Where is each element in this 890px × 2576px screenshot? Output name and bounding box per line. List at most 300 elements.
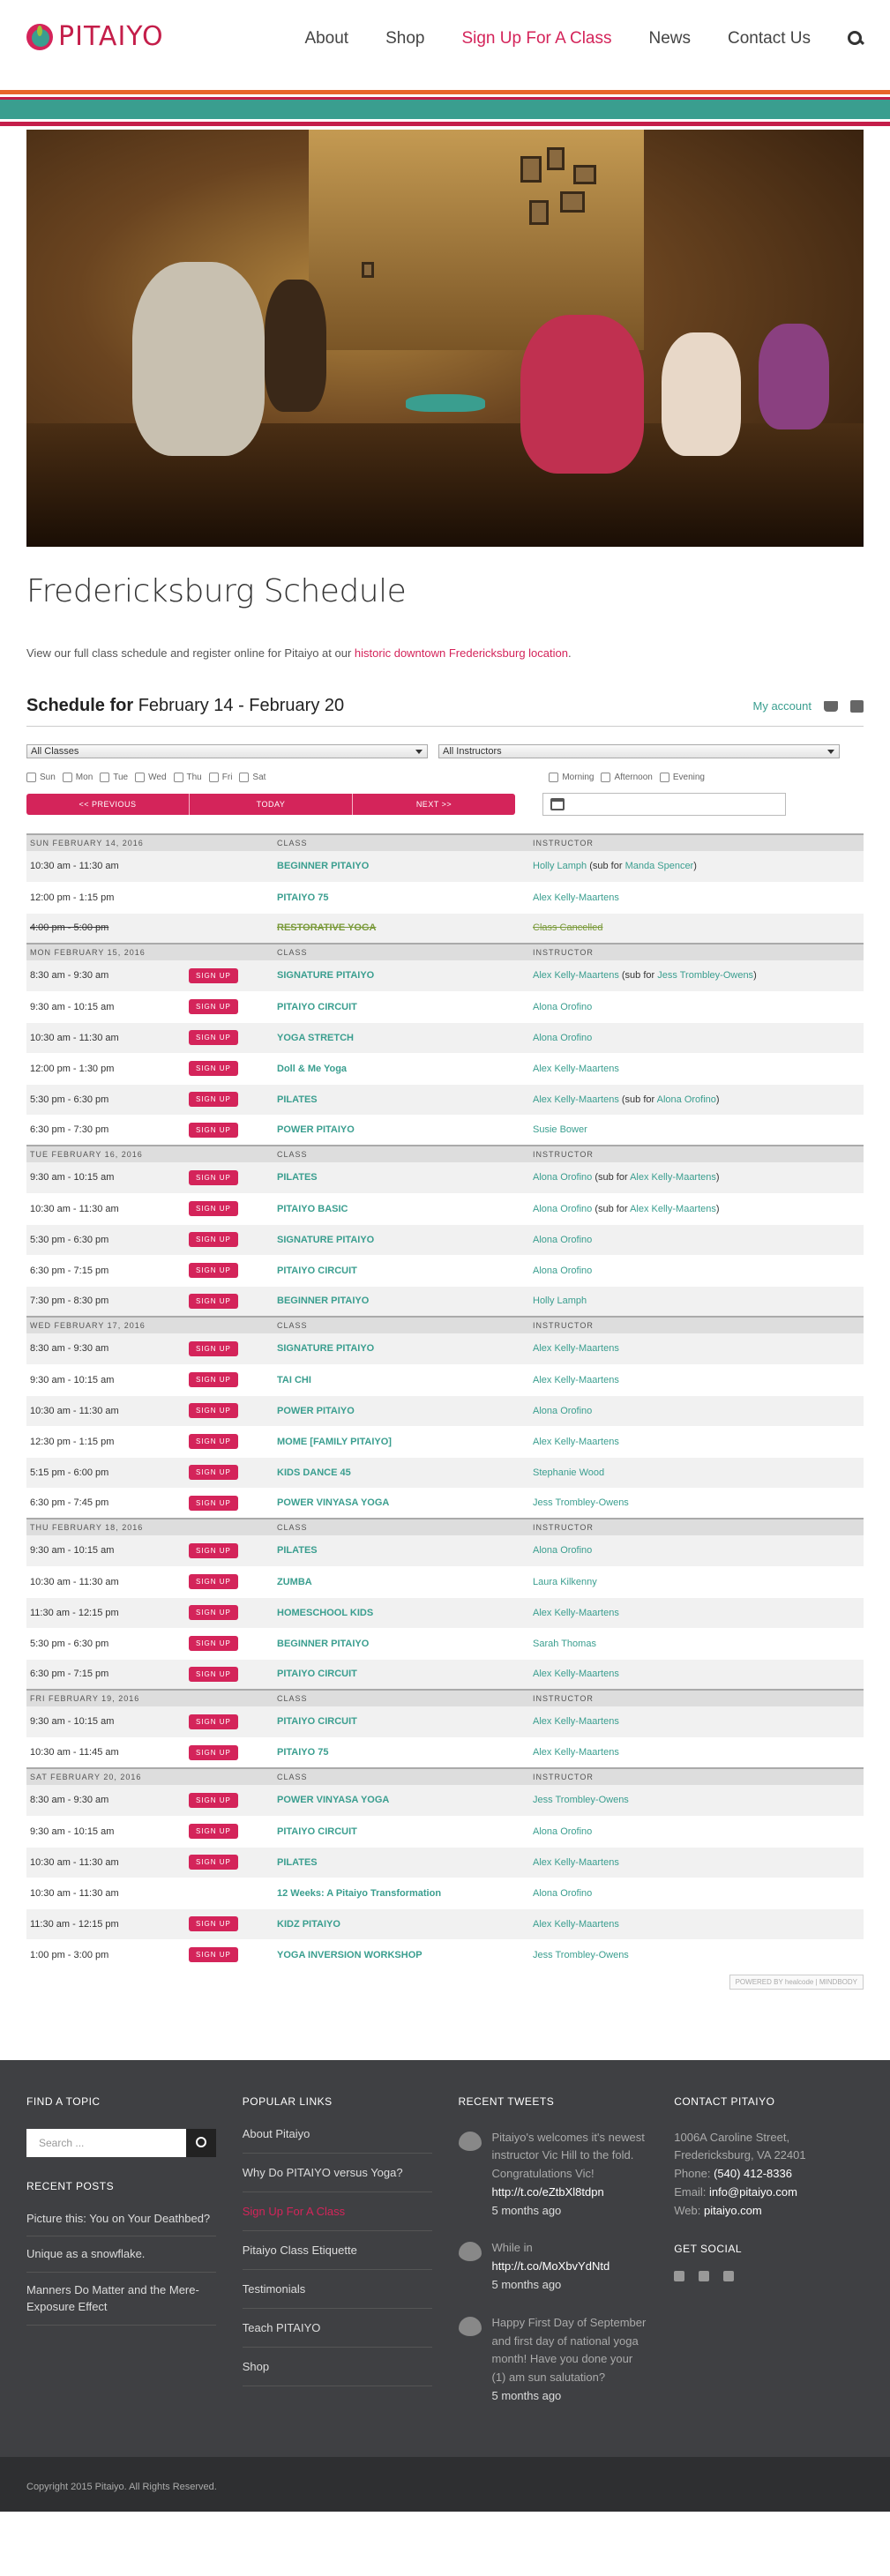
class-name-link[interactable]: RESTORATIVE YOGA xyxy=(273,913,529,944)
schedule-row xyxy=(26,913,864,944)
signup-cell xyxy=(185,1628,273,1659)
substitute-link[interactable]: Alex Kelly-Maartens xyxy=(630,1172,716,1183)
class-name-link[interactable]: SIGNATURE PITAIYO xyxy=(273,1224,529,1255)
class-name-link[interactable]: BEGINNER PITAIYO xyxy=(273,1628,529,1659)
instructor-link[interactable]: Alex Kelly-Maartens xyxy=(533,1669,619,1680)
signup-cell xyxy=(185,1115,273,1146)
social-links xyxy=(674,2271,864,2281)
signup-cell xyxy=(185,1706,273,1737)
instructor-link[interactable]: Alona Orofino xyxy=(533,1234,593,1245)
instructor-link[interactable]: Jess Trombley-Owens xyxy=(533,1795,629,1806)
class-column-header: CLASS xyxy=(273,1768,529,1785)
checkbox[interactable] xyxy=(26,773,36,782)
instructor-link[interactable]: Alex Kelly-Maartens xyxy=(533,1716,619,1728)
instructor-column-header: INSTRUCTOR xyxy=(529,1690,864,1706)
class-name-link[interactable]: MOME [FAMILY PITAIYO] xyxy=(273,1426,529,1457)
instructor-link[interactable]: Alex Kelly-Maartens xyxy=(533,1436,619,1447)
class-name-link[interactable]: PILATES xyxy=(273,1162,529,1193)
instructor-link[interactable]: Jess Trombley-Owens xyxy=(533,1497,629,1509)
sign-up-button[interactable]: SIGN UP xyxy=(189,1574,238,1589)
checkbox-label: Afternoon xyxy=(614,773,653,782)
sign-up-button[interactable]: SIGN UP xyxy=(189,1605,238,1620)
signup-cell xyxy=(185,1939,273,1970)
schedule-row xyxy=(26,1597,864,1628)
signup-cell xyxy=(185,1193,273,1224)
instructor-cell xyxy=(529,1333,864,1364)
class-name-link[interactable]: 12 Weeks: A Pitaiyo Transformation xyxy=(273,1878,529,1908)
find-topic-heading: FIND A TOPIC xyxy=(26,2094,101,2108)
instructor-link[interactable]: Alex Kelly-Maartens xyxy=(533,1343,619,1355)
main-nav xyxy=(304,0,864,78)
signup-cell xyxy=(185,1053,273,1084)
checkbox[interactable] xyxy=(239,773,249,782)
sub-for-label: (sub for xyxy=(595,1203,628,1214)
day-label: THU FEBRUARY 18, 2016 xyxy=(26,1519,273,1535)
sign-up-button[interactable]: SIGN UP xyxy=(189,1793,238,1808)
schedule-header xyxy=(26,695,864,727)
print-icon[interactable] xyxy=(850,700,864,713)
sign-up-button[interactable]: SIGN UP xyxy=(189,1636,238,1651)
sign-up-button[interactable]: SIGN UP xyxy=(189,1496,238,1511)
schedule-table xyxy=(26,833,864,1971)
sign-up-button[interactable]: SIGN UP xyxy=(189,1294,238,1309)
instructor-cell xyxy=(529,1395,864,1426)
intro-end: . xyxy=(567,646,572,660)
class-time: 10:30 am - 11:30 am xyxy=(26,1193,185,1224)
class-time: 10:30 am - 11:30 am xyxy=(26,1878,185,1908)
class-column-header: CLASS xyxy=(273,944,529,960)
instructor-cell xyxy=(529,1659,864,1690)
sign-up-button[interactable]: SIGN UP xyxy=(189,1855,238,1870)
class-column-header: CLASS xyxy=(273,1690,529,1706)
instructor-link[interactable]: Holly Lamph xyxy=(533,861,587,872)
sub-note xyxy=(619,970,757,981)
instructor-link[interactable]: Laura Kilkenny xyxy=(533,1576,597,1587)
popular-link[interactable]: Teach PITAIYO xyxy=(243,2309,432,2348)
signup-cell xyxy=(185,1022,273,1053)
class-time: 10:30 am - 11:30 am xyxy=(26,1022,185,1053)
powered-by-badge xyxy=(26,1975,864,1990)
sign-up-button[interactable]: SIGN UP xyxy=(189,1543,238,1558)
site-footer xyxy=(0,2060,890,2512)
recent-posts-heading: RECENT POSTS xyxy=(26,2179,115,2192)
class-name-link[interactable]: PITAIYO CIRCUIT xyxy=(273,991,529,1022)
class-time: 9:30 am - 10:15 am xyxy=(26,1706,185,1737)
class-name-link[interactable]: SIGNATURE PITAIYO xyxy=(273,960,529,991)
instructor-link[interactable]: Jess Trombley-Owens xyxy=(533,1949,629,1960)
checkbox[interactable] xyxy=(549,773,558,782)
class-name-link[interactable]: Doll & Me Yoga xyxy=(273,1053,529,1084)
class-name-link[interactable]: BEGINNER PITAIYO xyxy=(273,1286,529,1317)
instructor-link[interactable]: Alex Kelly-Maartens xyxy=(533,1063,619,1074)
class-time: 9:30 am - 10:15 am xyxy=(26,991,185,1022)
signup-cell xyxy=(185,1255,273,1286)
instructor-cell xyxy=(529,1224,864,1255)
class-name-link[interactable]: PILATES xyxy=(273,1535,529,1566)
instructor-link[interactable]: Alona Orofino xyxy=(533,1887,593,1899)
sub-for-label: (sub for xyxy=(595,1172,628,1183)
sign-up-button[interactable]: SIGN UP xyxy=(189,1123,238,1138)
schedule-row xyxy=(26,1939,864,1970)
recent-post-link[interactable]: Manners Do Matter and the Mere-Exposure Effect xyxy=(26,2273,216,2326)
class-name-link[interactable]: TAI CHI xyxy=(273,1364,529,1395)
sign-up-button[interactable]: SIGN UP xyxy=(189,1714,238,1729)
location-link[interactable]: historic downtown Fredericksburg location xyxy=(354,646,568,660)
day-checkbox-wed[interactable] xyxy=(135,773,166,782)
signup-cell xyxy=(185,1084,273,1115)
instructor-link[interactable]: Alex Kelly-Maartens xyxy=(533,1374,619,1385)
popular-link[interactable]: Pitaiyo Class Etiquette xyxy=(243,2231,432,2270)
sub-note xyxy=(619,1094,720,1105)
recent-tweets-heading: RECENT TWEETS xyxy=(458,2094,555,2108)
instructor-link[interactable]: Class Cancelled xyxy=(533,922,603,934)
checkbox[interactable] xyxy=(601,773,610,782)
instructor-link[interactable]: Alona Orofino xyxy=(533,1826,593,1837)
instructor-link[interactable]: Sarah Thomas xyxy=(533,1638,596,1649)
popular-link[interactable]: Sign Up For A Class xyxy=(243,2192,432,2231)
instructor-cell xyxy=(529,960,864,991)
class-time: 9:30 am - 10:15 am xyxy=(26,1364,185,1395)
logo-mark-icon xyxy=(26,24,53,50)
facebook-icon[interactable] xyxy=(674,2271,684,2281)
checkbox-label: Evening xyxy=(672,773,705,782)
tweet-link[interactable]: http://t.co/eZtbXl8tdpn xyxy=(491,2184,604,2199)
class-time: 7:30 pm - 8:30 pm xyxy=(26,1286,185,1317)
twitter-icon xyxy=(459,2317,482,2336)
schedule-row xyxy=(26,991,864,1022)
checkbox-label: Wed xyxy=(148,773,167,782)
sign-up-button[interactable]: SIGN UP xyxy=(189,1030,238,1045)
next-button[interactable]: NEXT >> xyxy=(353,794,515,815)
class-name-link[interactable]: KIDZ PITAIYO xyxy=(273,1908,529,1939)
class-name-link[interactable]: ZUMBA xyxy=(273,1566,529,1597)
class-time: 11:30 am - 12:15 pm xyxy=(26,1597,185,1628)
tweet-item xyxy=(459,2314,648,2406)
my-account-link[interactable]: My account xyxy=(752,699,811,713)
class-time: 12:00 pm - 1:15 pm xyxy=(26,882,185,913)
checkbox-label: Tue xyxy=(113,773,129,782)
signup-cell xyxy=(185,1737,273,1768)
class-name-link[interactable]: PILATES xyxy=(273,1084,529,1115)
schedule-row xyxy=(26,1566,864,1597)
instructor-cell xyxy=(529,1255,864,1286)
recent-post-link[interactable]: Picture this: You on Your Deathbed? xyxy=(26,2201,216,2237)
class-time: 8:30 am - 9:30 am xyxy=(26,960,185,991)
instructor-cell xyxy=(529,1162,864,1193)
class-name-link[interactable]: PITAIYO 75 xyxy=(273,882,529,913)
instructor-column-header: INSTRUCTOR xyxy=(529,1519,864,1535)
instructor-link[interactable]: Alex Kelly-Maartens xyxy=(533,1856,619,1868)
instructor-link[interactable]: Alona Orofino xyxy=(533,1545,593,1557)
contact-info xyxy=(674,2129,864,2221)
sign-up-button[interactable]: SIGN UP xyxy=(189,1434,238,1449)
social-heading: GET SOCIAL xyxy=(674,2243,743,2256)
sign-up-button[interactable]: SIGN UP xyxy=(189,1947,238,1962)
class-time: 5:15 pm - 6:00 pm xyxy=(26,1457,185,1488)
sign-up-button[interactable]: SIGN UP xyxy=(189,1745,238,1760)
class-name-link[interactable]: POWER VINYASA YOGA xyxy=(273,1488,529,1519)
class-name-link[interactable]: PITAIYO BASIC xyxy=(273,1193,529,1224)
instructor-link[interactable]: Susie Bower xyxy=(533,1124,587,1136)
checkbox[interactable] xyxy=(660,773,669,782)
day-label: FRI FEBRUARY 19, 2016 xyxy=(26,1690,273,1706)
class-column-header: CLASS xyxy=(273,1519,529,1535)
instructor-cell xyxy=(529,1053,864,1084)
class-name-link[interactable]: KIDS DANCE 45 xyxy=(273,1457,529,1488)
instructor-cell xyxy=(529,1878,864,1908)
class-name-link[interactable]: POWER VINYASA YOGA xyxy=(273,1785,529,1816)
footer-col-tweets xyxy=(459,2095,648,2425)
instructor-link[interactable]: Alex Kelly-Maartens xyxy=(533,1607,619,1618)
day-checkbox-fri[interactable] xyxy=(209,773,233,782)
instructor-cell xyxy=(529,851,864,882)
instructor-cell xyxy=(529,1022,864,1053)
instructor-link[interactable]: Alona Orofino xyxy=(533,1001,593,1012)
sign-up-button[interactable]: SIGN UP xyxy=(189,1232,238,1247)
instructor-link[interactable]: Alex Kelly-Maartens xyxy=(533,892,619,903)
checkbox-label: Morning xyxy=(562,773,595,782)
schedule-row xyxy=(26,1659,864,1690)
nav-contact[interactable]: Contact Us xyxy=(728,29,811,48)
instructor-cell xyxy=(529,1628,864,1659)
signup-cell xyxy=(185,1333,273,1364)
footer-search-input[interactable]: Search ... xyxy=(26,2129,186,2157)
class-time: 9:30 am - 10:15 am xyxy=(26,1816,185,1847)
sign-up-button[interactable]: SIGN UP xyxy=(189,1465,238,1480)
schedule-row xyxy=(26,882,864,913)
signup-cell xyxy=(185,1847,273,1878)
checkbox[interactable] xyxy=(100,773,109,782)
footer-search xyxy=(26,2129,216,2157)
sign-up-button[interactable]: SIGN UP xyxy=(189,1403,238,1418)
schedule-row xyxy=(26,1084,864,1115)
class-time: 6:30 pm - 7:15 pm xyxy=(26,1659,185,1690)
class-column-header: CLASS xyxy=(273,834,529,851)
color-stripes xyxy=(0,78,890,130)
instructor-cell xyxy=(529,1457,864,1488)
class-name-link[interactable]: PITAIYO 75 xyxy=(273,1737,529,1768)
sign-up-button[interactable]: SIGN UP xyxy=(189,1170,238,1185)
sign-up-button[interactable]: SIGN UP xyxy=(189,1092,238,1107)
nav-news[interactable]: News xyxy=(648,29,692,48)
day-checkbox-mon[interactable] xyxy=(63,773,93,782)
class-name-link[interactable]: PILATES xyxy=(273,1847,529,1878)
day-header-row xyxy=(26,834,864,851)
day-header-row xyxy=(26,1317,864,1333)
day-label: TUE FEBRUARY 16, 2016 xyxy=(26,1146,273,1162)
schedule-row xyxy=(26,1737,864,1768)
instructor-link[interactable]: Alex Kelly-Maartens xyxy=(533,1747,619,1758)
popular-link[interactable]: Shop xyxy=(243,2348,432,2386)
class-time: 11:30 am - 12:15 pm xyxy=(26,1908,185,1939)
class-name-link[interactable]: YOGA STRETCH xyxy=(273,1022,529,1053)
schedule-row xyxy=(26,1364,864,1395)
email-label: Email: xyxy=(674,2184,707,2199)
sign-up-button[interactable]: SIGN UP xyxy=(189,1263,238,1278)
signup-cell xyxy=(185,882,273,913)
checkbox[interactable] xyxy=(174,773,183,782)
twitter-icon[interactable] xyxy=(699,2271,709,2281)
schedule-row xyxy=(26,1286,864,1317)
nav-about[interactable]: About xyxy=(304,29,349,48)
email-link[interactable]: info@pitaiyo.com xyxy=(709,2184,797,2199)
checkbox[interactable] xyxy=(135,773,145,782)
checkbox[interactable] xyxy=(63,773,72,782)
instructor-cell xyxy=(529,991,864,1022)
instructor-cell xyxy=(529,1908,864,1939)
date-picker-input[interactable] xyxy=(542,793,786,816)
instructor-cell xyxy=(529,1115,864,1146)
signup-cell xyxy=(185,1659,273,1690)
instructor-link[interactable]: Stephanie Wood xyxy=(533,1467,605,1478)
class-name-link[interactable]: POWER PITAIYO xyxy=(273,1395,529,1426)
day-checkbox-sun[interactable] xyxy=(26,773,56,782)
schedule-row xyxy=(26,1333,864,1364)
popular-link[interactable]: About Pitaiyo xyxy=(243,2115,432,2154)
popular-link[interactable]: Why Do PITAIYO versus Yoga? xyxy=(243,2154,432,2192)
class-name-link[interactable]: POWER PITAIYO xyxy=(273,1115,529,1146)
class-name-link[interactable]: HOMESCHOOL KIDS xyxy=(273,1597,529,1628)
class-time: 4:00 pm - 5:00 pm xyxy=(26,913,185,944)
sign-up-button[interactable]: SIGN UP xyxy=(189,1667,238,1682)
sign-up-button[interactable]: SIGN UP xyxy=(189,1341,238,1356)
day-header-row xyxy=(26,1768,864,1785)
class-time: 10:30 am - 11:45 am xyxy=(26,1737,185,1768)
substitute-link[interactable]: Manda Spencer xyxy=(624,861,694,872)
class-name-link[interactable]: PITAIYO CIRCUIT xyxy=(273,1659,529,1690)
class-name-link[interactable]: PITAIYO CIRCUIT xyxy=(273,1255,529,1286)
time-checkbox-evening[interactable] xyxy=(660,773,705,782)
schedule-row xyxy=(26,1426,864,1457)
day-header-row xyxy=(26,1519,864,1535)
phone-value[interactable]: (540) 412-8336 xyxy=(714,2167,792,2181)
footer-col-popular xyxy=(243,2095,432,2425)
sign-up-button[interactable]: SIGN UP xyxy=(189,999,238,1014)
filter-checkboxes xyxy=(26,773,864,782)
class-time: 12:00 pm - 1:30 pm xyxy=(26,1053,185,1084)
instructor-cell xyxy=(529,1193,864,1224)
class-time: 8:30 am - 9:30 am xyxy=(26,1785,185,1816)
instructor-filter-select[interactable]: All Instructors xyxy=(438,744,840,758)
schedule-label: Schedule for xyxy=(26,696,134,715)
class-time: 9:30 am - 10:15 am xyxy=(26,1535,185,1566)
class-name-link[interactable]: YOGA INVERSION WORKSHOP xyxy=(273,1939,529,1970)
signup-cell xyxy=(185,1426,273,1457)
instructor-link[interactable]: Alona Orofino xyxy=(533,1405,593,1416)
intro-sentence: View our full class schedule and register online for Pitaiyo at our xyxy=(26,646,352,660)
youtube-icon[interactable] xyxy=(723,2271,734,2281)
web-label: Web: xyxy=(674,2203,701,2217)
class-name-link[interactable]: SIGNATURE PITAIYO xyxy=(273,1333,529,1364)
class-name-link[interactable]: BEGINNER PITAIYO xyxy=(273,851,529,882)
search-icon[interactable] xyxy=(848,31,864,47)
instructor-link[interactable]: Alex Kelly-Maartens xyxy=(533,1918,619,1930)
time-checkbox-afternoon[interactable] xyxy=(601,773,652,782)
day-checkbox-sat[interactable] xyxy=(239,773,266,782)
schedule-row xyxy=(26,1816,864,1847)
instructor-link[interactable]: Alona Orofino xyxy=(533,1172,593,1183)
checkbox[interactable] xyxy=(209,773,219,782)
recent-post-link[interactable]: Unique as a snowflake. xyxy=(26,2236,216,2273)
popular-links-heading: POPULAR LINKS xyxy=(242,2094,333,2108)
instructor-cell xyxy=(529,1364,864,1395)
substitute-link[interactable]: Alona Orofino xyxy=(656,1094,716,1105)
sub-close: ) xyxy=(715,1172,720,1183)
signup-cell xyxy=(185,1162,273,1193)
popular-link[interactable]: Testimonials xyxy=(243,2270,432,2309)
schedule-row xyxy=(26,1628,864,1659)
class-time: 10:30 am - 11:30 am xyxy=(26,1847,185,1878)
signup-cell xyxy=(185,1364,273,1395)
logo[interactable] xyxy=(26,21,164,52)
twitter-icon xyxy=(459,2132,482,2151)
sign-up-button[interactable]: SIGN UP xyxy=(189,1372,238,1387)
powered-by-text: POWERED BY healcode | MINDBODY xyxy=(729,1975,864,1990)
schedule-row xyxy=(26,960,864,991)
substitute-link[interactable]: Alex Kelly-Maartens xyxy=(630,1203,716,1214)
instructor-link[interactable]: Holly Lamph xyxy=(533,1295,587,1307)
cart-icon[interactable] xyxy=(824,701,838,712)
previous-button[interactable]: << PREVIOUS xyxy=(26,794,190,815)
instructor-link[interactable]: Alex Kelly-Maartens xyxy=(533,970,619,982)
sign-up-button[interactable]: SIGN UP xyxy=(189,1201,238,1216)
day-label: SUN FEBRUARY 14, 2016 xyxy=(26,834,273,851)
schedule-row xyxy=(26,1115,864,1146)
schedule-row xyxy=(26,1255,864,1286)
tweet-time: 5 months ago xyxy=(491,2278,562,2292)
class-name-link[interactable]: PITAIYO CIRCUIT xyxy=(273,1816,529,1847)
search-icon[interactable] xyxy=(186,2129,216,2157)
tweet-item xyxy=(459,2239,648,2294)
schedule-row xyxy=(26,1785,864,1816)
web-link[interactable]: pitaiyo.com xyxy=(703,2203,762,2217)
instructor-cell xyxy=(529,1737,864,1768)
instructor-link[interactable]: Alona Orofino xyxy=(533,1265,593,1276)
sign-up-button[interactable]: SIGN UP xyxy=(189,1824,238,1839)
sign-up-button[interactable]: SIGN UP xyxy=(189,968,238,983)
sub-close: ) xyxy=(715,1094,720,1105)
day-label: WED FEBRUARY 17, 2016 xyxy=(26,1317,273,1333)
schedule-row xyxy=(26,1878,864,1908)
sub-note xyxy=(587,861,697,871)
day-checkbox-tue[interactable] xyxy=(100,773,128,782)
instructor-column-header: INSTRUCTOR xyxy=(529,1768,864,1785)
instructor-link[interactable]: Alex Kelly-Maartens xyxy=(533,1094,619,1105)
nav-sign-up[interactable]: Sign Up For A Class xyxy=(461,22,611,56)
class-time: 10:30 am - 11:30 am xyxy=(26,851,185,882)
instructor-link[interactable]: Alona Orofino xyxy=(533,1203,593,1214)
schedule-title xyxy=(26,696,344,716)
day-checkbox-thu[interactable] xyxy=(174,773,202,782)
sign-up-button[interactable]: SIGN UP xyxy=(189,1061,238,1076)
instructor-link[interactable]: Alona Orofino xyxy=(533,1032,593,1043)
signup-cell xyxy=(185,1224,273,1255)
class-column-header: CLASS xyxy=(273,1317,529,1333)
class-filter-select[interactable]: All Classes xyxy=(26,744,428,758)
copyright: Copyright 2015 Pitaiyo. All Rights Reserved. xyxy=(0,2457,890,2512)
sign-up-button[interactable]: SIGN UP xyxy=(189,1916,238,1931)
class-time: 5:30 pm - 6:30 pm xyxy=(26,1628,185,1659)
substitute-link[interactable]: Jess Trombley-Owens xyxy=(657,970,754,982)
class-name-link[interactable]: PITAIYO CIRCUIT xyxy=(273,1706,529,1737)
signup-cell xyxy=(185,991,273,1022)
nav-shop[interactable]: Shop xyxy=(385,29,425,48)
tweet-link[interactable]: http://t.co/MoXbvYdNtd xyxy=(491,2259,610,2274)
tweet-time: 5 months ago xyxy=(491,2389,562,2403)
time-checkbox-morning[interactable] xyxy=(549,773,594,782)
today-button[interactable]: TODAY xyxy=(190,794,353,815)
sub-for-label: (sub for xyxy=(621,1094,655,1105)
